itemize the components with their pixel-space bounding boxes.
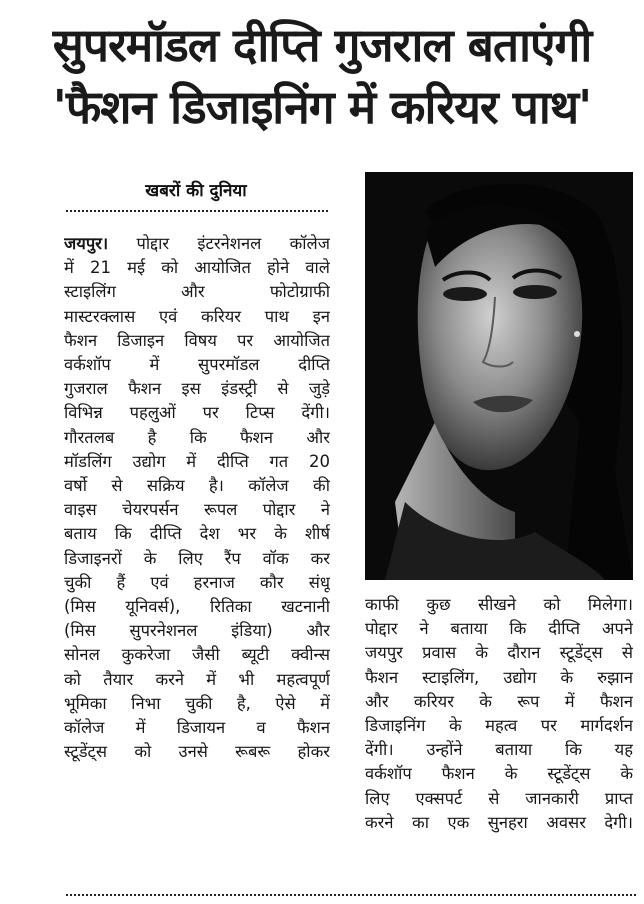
article-line: देंगी। उन्होंने बताया कि यह: [365, 740, 633, 760]
portrait-photo: [365, 172, 633, 580]
headline-line-2: 'फैशन डिजाइनिंग में करियर पाथ': [52, 80, 592, 134]
article-line: डिजाइनरों के लिए रैंप वॉक कर: [64, 548, 330, 568]
article-line: को तैयार करने में भी महत्वपूर्ण: [64, 669, 330, 689]
headline: [0, 14, 644, 138]
article-first-line: [64, 232, 330, 256]
article-line: वर्कशॉप में सुपरमॉडल दीप्ति: [64, 355, 330, 375]
section-label: खबरों की दुनिया: [145, 181, 247, 201]
dateline: जयपुर।: [64, 234, 109, 253]
first-line-text: पोद्दार इंटरनेशनल कॉलेज: [136, 234, 330, 253]
article-line: गुजराल फैशन इस इंडस्ट्री से जुड़े: [64, 379, 330, 399]
article-line: लिए एक्सपर्ट से जानकारी प्राप्त: [365, 788, 633, 808]
article-line: चुकी हैं एवं हरनाज कौर संधू: [64, 572, 330, 592]
article-line: स्टाइलिंग और फोटोग्राफी: [64, 282, 330, 302]
article-line: और करियर के रूप में फैशन: [365, 691, 633, 711]
article-line: मास्टरक्लास एवं करियर पाथ इन: [64, 306, 330, 326]
article-line: वर्षो से सक्रिय है। कॉलेज की: [64, 476, 330, 496]
headline-line-1: सुपरमॉडल दीप्ति गुजराल बताएंगी: [52, 18, 592, 72]
portrait-illustration: [365, 172, 633, 580]
article-line: स्टूडेंट्स को उनसे रूबरू होकर: [64, 742, 330, 762]
article-line: गौरतलब है कि फैशन और: [64, 427, 330, 447]
bottom-dotted-divider: [66, 894, 636, 896]
article-line: विभिन्न पहलुओं पर टिप्स देंगी।: [64, 403, 330, 423]
article-line: फैशन डिजाइन विषय पर आयोजित: [64, 330, 330, 350]
article-line: (मिस यूनिवर्स), रितिका खटनानी: [64, 597, 330, 617]
article-line: भूमिका निभा चुकी है, ऐसे में: [64, 693, 330, 713]
article-line: वर्कशॉप फैशन के स्टूडेंट्स के: [365, 764, 633, 784]
article-line: जयपुर प्रवास के दौरान स्टूडेंट्स से: [365, 643, 633, 663]
dotted-divider: [66, 210, 328, 212]
article-line: पोद्दार ने बताया कि दीप्ति अपने: [365, 619, 633, 639]
article-line: में 21 मई को आयोजित होने वाले: [64, 258, 330, 278]
earring: [574, 331, 580, 337]
right-eye: [513, 285, 557, 299]
article-line: वाइस चेयरपर्सन रूपल पोद्दार ने: [64, 500, 330, 520]
article-line: मॉडलिंग उद्योग में दीप्ति गत 20: [64, 451, 330, 471]
article-line: फैशन स्टाइलिंग, उद्योग के रुझान: [365, 667, 633, 687]
article-line: डिजाइनिंग के महत्व पर मार्गदर्शन: [365, 716, 633, 736]
left-eye: [443, 287, 487, 301]
article-line: करने का एक सुनहरा अवसर देगी।: [365, 812, 633, 832]
article-right-column: [365, 593, 633, 835]
article-line: (मिस सुपरनेशनल इंडिया) और: [64, 621, 330, 641]
article-line: बताय कि दीप्ति देश भर के शीर्ष: [64, 524, 330, 544]
article-left-column: [64, 232, 330, 764]
article-line: सोनल कुकरेजा जैसी ब्यूटी क्वीन्स: [64, 645, 330, 665]
article-line: कॉलेज में डिजायन व फैशन: [64, 718, 330, 738]
article-line: काफी कुछ सीखने को मिलेगा।: [365, 595, 633, 614]
